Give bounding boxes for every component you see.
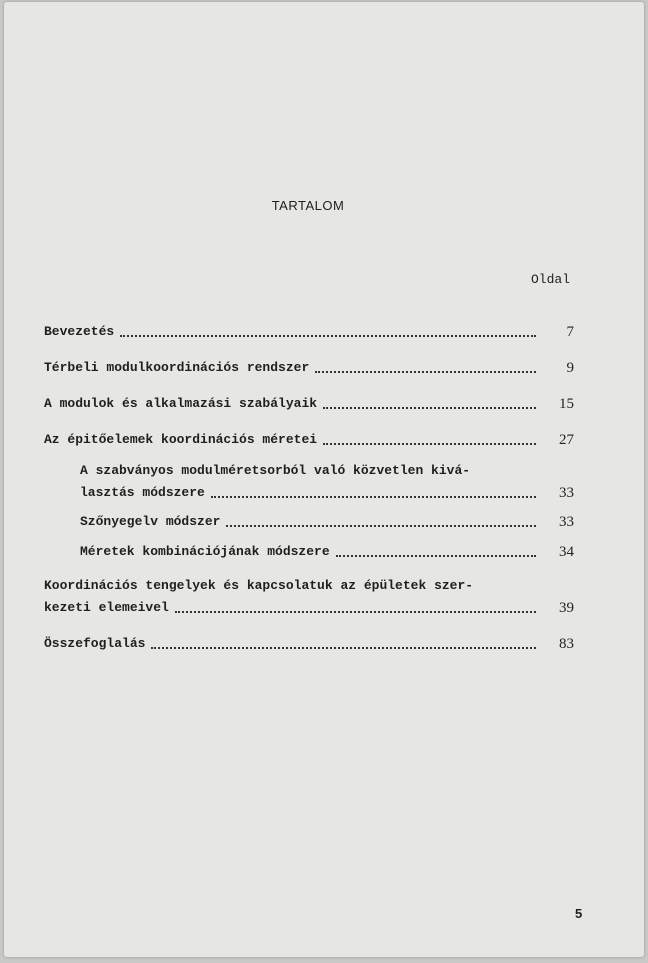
toc-entry-title: Szőnyegelv módszer [80,514,221,529]
toc-entry-page: 34 [559,544,574,560]
toc-entry-meretek[interactable] [80,542,574,562]
toc-entry-title: Összefoglalás [44,636,146,651]
toc-entry-page: 7 [566,324,574,340]
toc-entry-title: Az épitőelemek koordinációs méretei [44,432,318,447]
toc-entry-szabvanyos[interactable] [80,483,574,503]
toc-entry-page: 39 [559,600,574,616]
toc-entry-modulok[interactable] [44,394,574,414]
toc-entry-page: 83 [559,636,574,652]
toc-entry-title: A modulok és alkalmazási szabályaik [44,396,318,411]
dot-leader [336,545,536,557]
toc-entry-title: kezeti elemeivel [44,600,169,615]
dot-leader [211,486,536,498]
dot-leader [323,397,536,409]
toc-entry-line: A szabványos modulméretsorból való közvetlen kivá- [80,463,471,478]
page-number: 5 [575,906,583,921]
dot-leader [151,637,536,649]
toc-entry-title: Bevezetés [44,324,115,339]
dot-leader [315,361,536,373]
toc-entry-bevezetes[interactable] [44,322,574,342]
toc-entry-page: 33 [559,514,574,530]
toc-entry-epitoelemek[interactable] [44,430,574,450]
toc-entry-title: Méretek kombinációjának módszere [80,544,330,559]
toc-entry-koordinacios[interactable] [44,598,574,618]
toc-entry-osszefoglalas[interactable] [44,634,574,654]
toc-entry-title: Térbeli modulkoordinációs rendszer [44,360,310,375]
toc-entry-page: 27 [559,432,574,448]
toc-entry-page: 9 [566,360,574,376]
toc-entry-page: 15 [559,396,574,412]
document-page [4,2,644,957]
toc-entry-page: 33 [559,485,574,501]
dot-leader [323,433,536,445]
dot-leader [120,325,536,337]
dot-leader [175,601,536,613]
toc-entry-title: lasztás módszere [80,485,205,500]
toc-entry-line: Koordinációs tengelyek és kapcsolatuk az épületek szer- [44,578,474,593]
toc-entry-terbeli[interactable] [44,358,574,378]
toc-entry-szonyegelv[interactable] [80,512,574,532]
page-title: TARTALOM [271,198,345,213]
page-column-label: Oldal [531,272,571,287]
dot-leader [226,515,536,527]
